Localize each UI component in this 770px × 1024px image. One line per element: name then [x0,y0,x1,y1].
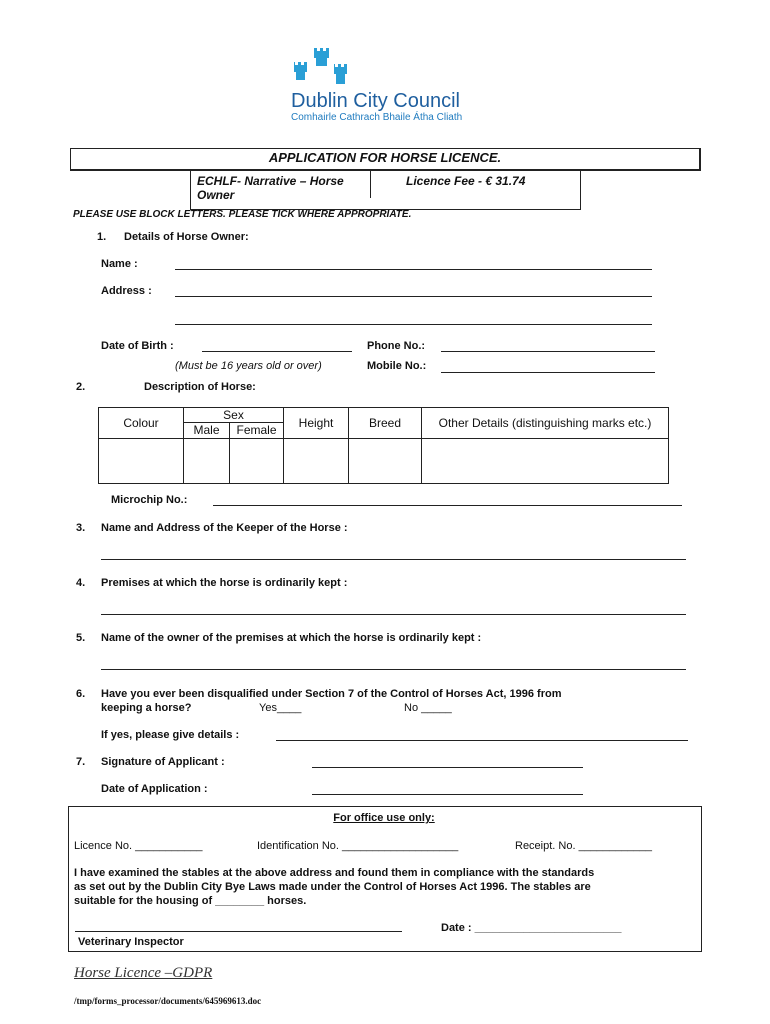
section7-number: 7. [76,756,86,768]
col-sex-label: Sex [184,408,283,423]
application-date-field[interactable] [312,794,583,795]
details-label: If yes, please give details : [101,729,240,741]
form-title: APPLICATION FOR HORSE LICENCE. [268,150,502,165]
dob-note: (Must be 16 years old or over) [175,360,322,372]
cell-female[interactable] [230,439,283,483]
cell-breed[interactable] [349,439,422,484]
microchip-field[interactable] [213,505,682,506]
signature-field[interactable] [312,767,583,768]
phone-field[interactable] [441,351,655,352]
org-name: Dublin City Council [291,90,460,112]
name-field[interactable] [175,269,652,270]
keeper-field[interactable] [101,559,686,560]
col-breed: Breed [349,408,422,439]
identification-no[interactable]: Identification No. ___________________ [257,840,459,852]
col-sex [184,408,284,439]
section5-number: 5. [76,632,86,644]
org-subtitle: Comhairle Cathrach Bhaile Átha Cliath [291,112,463,123]
details-field[interactable] [276,740,688,741]
instructions: PLEASE USE BLOCK LETTERS. PLEASE TICK WHERE APPROPRIATE. [73,209,412,220]
col-other: Other Details (distinguishing marks etc.) [422,408,669,439]
statement-line1: I have examined the stables at the above address and found them in compliance with the standards [74,867,595,879]
disqualified-no[interactable]: No _____ [404,702,452,714]
cell-height[interactable] [284,439,349,484]
col-female: Female [236,423,277,437]
statement-line3: suitable for the housing of ________ horses. [74,895,307,907]
section4-number: 4. [76,577,86,589]
vet-label: Veterinary Inspector [78,936,184,948]
section2-heading: Description of Horse: [144,381,256,393]
name-label: Name : [101,258,138,270]
address-field-1[interactable] [175,296,652,297]
application-date-label: Date of Application : [101,783,208,795]
premises-field[interactable] [101,614,686,615]
col-male: Male [184,423,230,438]
cell-colour[interactable] [99,439,184,484]
signature-label: Signature of Applicant : [101,756,225,768]
form-ref-line1: ECHLF- Narrative – Horse [197,174,344,188]
section6-number: 6. [76,688,86,700]
cell-other[interactable] [422,439,669,484]
phone-label: Phone No.: [367,340,426,352]
licence-fee: Licence Fee - € 31.74 [406,174,526,188]
statement-line2: as set out by the Dublin City Bye Laws made under the Control of Horses Act 1996. The stables are [74,881,591,893]
section5-heading: Name of the owner of the premises at which the horse is ordinarily kept : [101,632,482,644]
col-colour: Colour [99,408,184,439]
section4-heading: Premises at which the horse is ordinarily kept : [101,577,348,589]
section3-heading: Name and Address of the Keeper of the Horse : [101,522,348,534]
microchip-label: Microchip No.: [111,494,188,506]
reference-divider [370,170,371,198]
col-height: Height [284,408,349,439]
mobile-field[interactable] [441,372,655,373]
castle-logo-icon [290,44,358,88]
vet-date-label[interactable]: Date : ________________________ [441,922,622,934]
section1-heading: Details of Horse Owner: [124,231,249,243]
dob-label: Date of Birth : [101,340,174,352]
cell-male[interactable] [184,439,230,483]
section1-number: 1. [97,231,107,243]
disqualified-question-line2: keeping a horse? [101,702,192,714]
cell-sex[interactable] [184,439,284,484]
address-field-2[interactable] [175,324,652,325]
form-ref-line2: Owner [197,188,235,202]
disqualified-question-line1: Have you ever been disqualified under Section 7 of the Control of Horses Act, 1996 from [101,688,562,700]
licence-no[interactable]: Licence No. ___________ [74,840,203,852]
office-use-heading: For office use only: [333,812,435,824]
disqualified-yes[interactable]: Yes____ [259,702,302,714]
footer-title: Horse Licence –GDPR [74,965,213,981]
section2-number: 2. [76,381,86,393]
receipt-no[interactable]: Receipt. No. ____________ [515,840,652,852]
address-label: Address : [101,285,152,297]
document-path: /tmp/forms_processor/documents/645969613.doc [74,996,262,1006]
mobile-label: Mobile No.: [367,360,427,372]
premises-owner-field[interactable] [101,669,686,670]
section3-number: 3. [76,522,86,534]
dob-field[interactable] [202,351,352,352]
vet-signature-field[interactable] [75,931,402,932]
horse-description-table [98,407,669,484]
